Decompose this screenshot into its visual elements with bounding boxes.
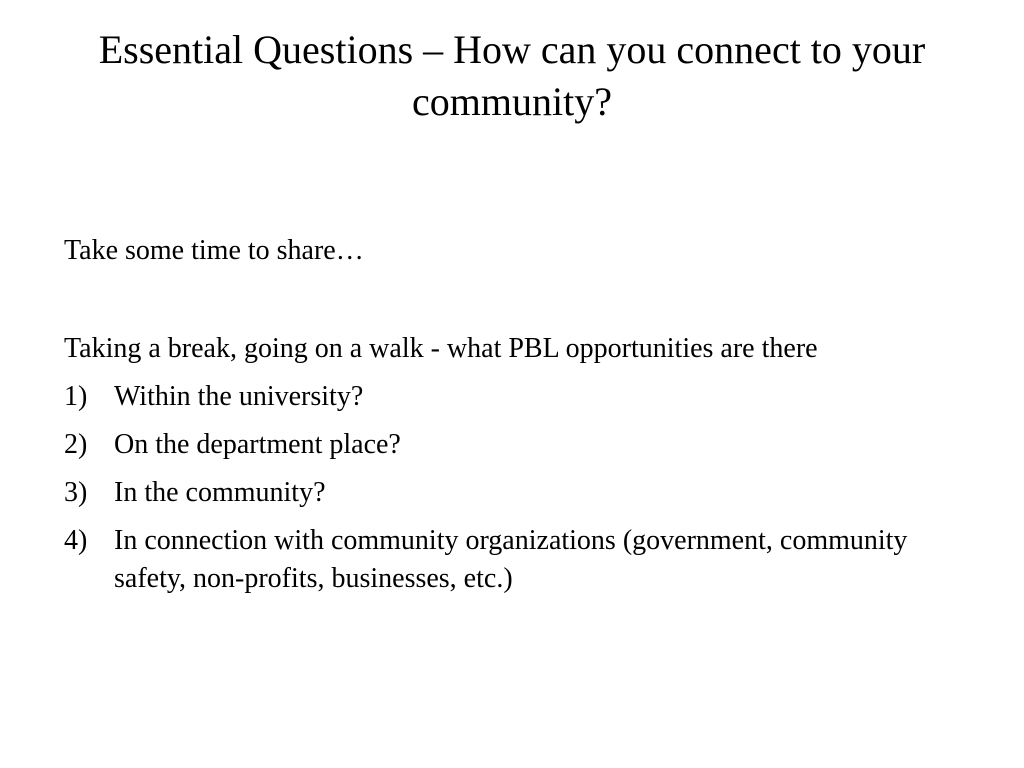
list-item — [64, 378, 964, 416]
intro-text: Take some time to share… — [64, 235, 364, 266]
list-item-number: 4) — [64, 525, 88, 556]
slide-title: Essential Questions – How can you connect to your community? — [98, 27, 926, 124]
list-item-number: 1) — [64, 381, 88, 412]
list-item-text: In connection with community organizations (government, community safety, non-profits, businesses, etc.) — [114, 525, 908, 594]
lead-text: Taking a break, going on a walk - what PBL opportunities are there — [64, 333, 818, 364]
slide-body — [64, 232, 964, 608]
list-item-text: Within the university? — [114, 381, 364, 412]
list-item-number: 3) — [64, 477, 88, 508]
list-item-text: On the department place? — [114, 429, 401, 460]
list-item-text: In the community? — [114, 477, 326, 508]
list-item — [64, 426, 964, 464]
list-item — [64, 522, 964, 598]
question-list — [64, 378, 964, 598]
list-item — [64, 474, 964, 512]
list-item-number: 2) — [64, 429, 88, 460]
